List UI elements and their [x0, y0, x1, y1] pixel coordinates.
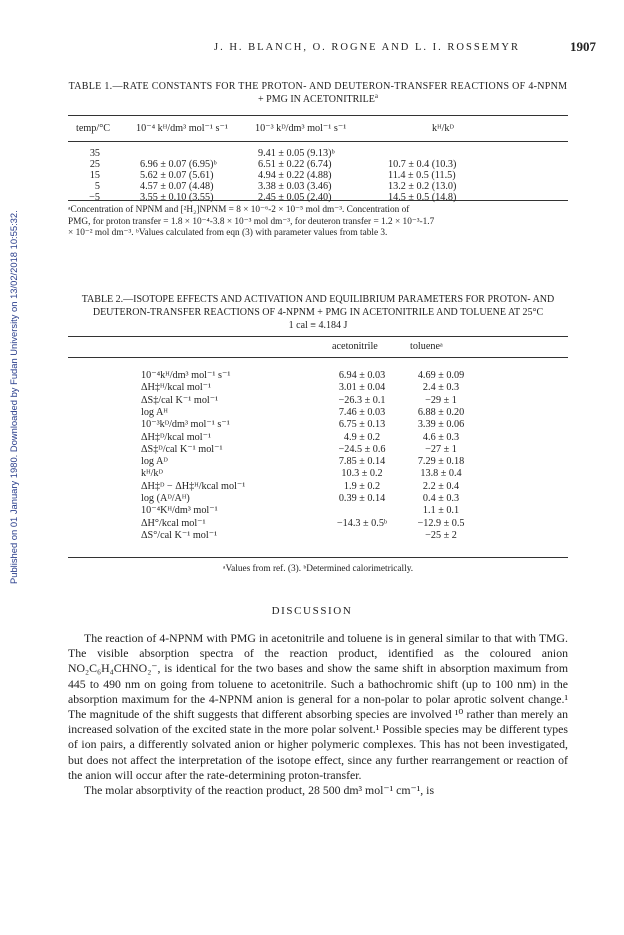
- table1-cell: 35: [89, 148, 100, 159]
- table1-caption-mark: a: [374, 92, 378, 100]
- table1-cell: 5.62 ± 0.07 (5.61): [140, 170, 214, 181]
- table2-cell-acetonitrile: 1.9 ± 0.2: [343, 480, 381, 492]
- page-number: 1907: [570, 39, 596, 54]
- table2-cell-acetonitrile: 6.94 ± 0.03: [338, 370, 386, 381]
- table1-header-3: kᴴ/kᴰ: [432, 123, 454, 134]
- table2-row-label: 10⁻³kᴰ/dm³ mol⁻¹ s⁻¹: [141, 419, 230, 431]
- discussion-body: [68, 631, 568, 798]
- table2-row-label: ΔH‡ᴰ − ΔH‡ᴴ/kcal mol⁻¹: [141, 480, 246, 492]
- table1-footnote-line3: × 10⁻² mol dm⁻³. ᵇValues calculated from eqn (3) with parameter values from table 3.: [68, 228, 388, 238]
- table2-cell-toluene: 4.69 ± 0.09: [417, 370, 465, 381]
- table1-cell: 3.38 ± 0.03 (3.46): [258, 181, 332, 192]
- table2-cell-acetonitrile: −24.5 ± 0.6: [338, 443, 386, 455]
- table2-row-label: ΔH‡ᴴ/kcal mol⁻¹: [141, 382, 212, 394]
- table1-caption-line1: TABLE 1.—RATE CONSTANTS FOR THE PROTON- AND DEUTERON-TRANSFER REACTIONS OF 4-NPNM: [68, 81, 568, 92]
- table2-row-label: ΔS‡/cal K⁻¹ mol⁻¹: [141, 394, 219, 406]
- table2-caption-line1: TABLE 2.—ISOTOPE EFFECTS AND ACTIVATION AND EQUILIBRIUM PARAMETERS FOR PROTON- AND: [81, 294, 555, 305]
- table1-cell: −5: [89, 192, 100, 203]
- header-authors: J. H. BLANCH, O. ROGNE AND L. I. ROSSEMYR: [214, 42, 521, 53]
- table1-cell: 6.96 ± 0.07 (6.95)ᵇ: [140, 159, 217, 170]
- table1-header-0: temp/°C: [76, 123, 111, 134]
- table1-footnote-line1: ᵃConcentration of NPNM and [²H₂]NPNM = 8 × 10⁻⁶-2 × 10⁻⁵ mol dm⁻³. Concentration of: [68, 205, 410, 215]
- table2-row-label: kᴴ/kᴰ: [141, 468, 163, 480]
- table1-cell: 11.4 ± 0.5 (11.5): [388, 170, 456, 181]
- table2-cell-toluene: 4.6 ± 0.3: [422, 431, 460, 443]
- table1-header-2: 10⁻³ kᴰ/dm³ mol⁻¹ s⁻¹: [255, 123, 347, 134]
- table2-cell-toluene: 3.39 ± 0.06: [417, 419, 465, 431]
- table2-cell-acetonitrile: 4.9 ± 0.2: [343, 431, 381, 443]
- table2-cell-acetonitrile: 7.46 ± 0.03: [338, 406, 386, 418]
- table2-row-label: log (Aᴰ/Aᴴ): [141, 493, 190, 504]
- table1-caption-line2: + PMG IN ACETONITRILE$^a$: [258, 92, 378, 105]
- table2-caption-line2: DEUTERON-TRANSFER REACTIONS OF 4-NPNM + PMG IN ACETONITRILE AND TOLUENE AT 25°C: [92, 307, 544, 318]
- table2-row-label: ΔH°/kcal mol⁻¹: [141, 517, 206, 529]
- table2-cell-toluene: 2.2 ± 0.4: [422, 480, 460, 492]
- table2-row-label: ΔS°/cal K⁻¹ mol⁻¹: [141, 529, 218, 541]
- table2-caption-line3: 1 cal ≡ 4.184 J: [288, 320, 348, 331]
- table1-cell: 10.7 ± 0.4 (10.3): [388, 159, 457, 170]
- table2-row-label: log Aᴰ: [141, 456, 168, 468]
- discussion-paragraph-1: The reaction of 4-NPNM with PMG in acetonitrile and toluene is in general similar to that with TMG. The visible absorption spectra of the reaction product, identified as the coloured anion NO₂C₆H₄CHNO₂⁻, is identical for the two bases and show the same shift in absorption maximum from 445 to 490 nm on going from toluene to acetonitrile. Such a bathochromic shift (up to 100 nm) in the absorption maximum for the 4-NPNM anion is general for a non-polar to polar aprotic solvent change.¹ The magnitude of the shift suggests that different absorbing species are involved ¹⁰ rather than merely an increased solvation of the excited state in the more polar solvent.¹ Possible species may be different types of ion pairs, a differently solvated anion or higher polymeric complexes. This has not been investigated, but does not affect the interpretation of the isotope effect, since any further rearrangement or reaction of the anion will occur after the rate-determining proton-transfer.: [68, 631, 568, 782]
- table2-cell-acetonitrile: −26.3 ± 0.1: [338, 394, 386, 406]
- table1-cell: 15: [89, 170, 100, 181]
- table1-cell: 4.57 ± 0.07 (4.48): [140, 181, 214, 192]
- table1-cell: 13.2 ± 0.2 (13.0): [388, 181, 457, 192]
- sidebar-text: Published on 01 January 1980. Downloaded by Fudan University on 13/02/2018 10:55:32.: [8, 210, 19, 584]
- discussion-paragraph-2: The molar absorptivity of the reaction product, 28 500 dm³ mol⁻¹ cm⁻¹, is: [84, 783, 435, 798]
- table1-cell: 4.94 ± 0.22 (4.88): [258, 170, 332, 181]
- table2-row-label: ΔS‡ᴰ/cal K⁻¹ mol⁻¹: [141, 443, 223, 455]
- table2-cell-toluene: 13.8 ± 0.4: [420, 468, 462, 480]
- table2-cell-toluene: 0.4 ± 0.3: [422, 493, 460, 504]
- table2-cell-acetonitrile: 0.39 ± 0.14: [338, 493, 386, 504]
- table2-header-toluene: tolueneᵃ: [410, 341, 443, 352]
- table2-cell-toluene: 7.29 ± 0.18: [417, 456, 465, 468]
- table2-footnote: ᵃValues from ref. (3). ᵇDetermined calorimetrically.: [222, 564, 414, 574]
- table2-row-label: 10⁻⁴Kᴴ/dm³ mol⁻¹: [141, 505, 218, 517]
- table2-cell-toluene: −12.9 ± 0.5: [417, 517, 465, 529]
- discussion-heading: DISCUSSION: [271, 605, 353, 617]
- table1-cell: 2.45 ± 0.05 (2.40): [258, 192, 332, 203]
- table2-row-label: 10⁻⁴kᴴ/dm³ mol⁻¹ s⁻¹: [141, 370, 231, 381]
- table2-cell-toluene: 1.1 ± 0.1: [422, 505, 460, 517]
- table1-cell: 9.41 ± 0.05 (9.13)ᵇ: [258, 148, 335, 159]
- table2-cell-acetonitrile: 6.75 ± 0.13: [338, 419, 386, 431]
- table2-header-acetonitrile: acetonitrile: [332, 341, 378, 352]
- table1-cell: 6.51 ± 0.22 (6.74): [258, 159, 332, 170]
- table2-cell-toluene: 2.4 ± 0.3: [422, 382, 460, 394]
- table2-cell-toluene: −25 ± 2: [425, 529, 457, 541]
- table2-cell-acetonitrile: 7.85 ± 0.14: [338, 456, 386, 468]
- table1-header-1: 10⁻⁴ kᴴ/dm³ mol⁻¹ s⁻¹: [136, 123, 228, 134]
- table2-cell-acetonitrile: −14.3 ± 0.5ᵇ: [336, 517, 388, 529]
- table1-cell: 14.5 ± 0.5 (14.8): [388, 192, 457, 203]
- table2-row-label: ΔH‡ᴰ/kcal mol⁻¹: [141, 431, 212, 443]
- table2-cell-toluene: −27 ± 1: [425, 443, 457, 455]
- table2-cell-toluene: 6.88 ± 0.20: [417, 406, 465, 418]
- table1-cell: 25: [89, 159, 100, 170]
- table2-row-label: log Aᴴ: [141, 406, 168, 418]
- table2-cell-acetonitrile: 3.01 ± 0.04: [338, 382, 386, 394]
- table2-cell-toluene: −29 ± 1: [425, 394, 457, 406]
- table1-cell: 3.55 ± 0.10 (3.55): [140, 192, 214, 203]
- table1-cell: 5: [94, 181, 100, 192]
- table2-cell-acetonitrile: 10.3 ± 0.2: [341, 468, 383, 480]
- table1-footnote-line2: PMG, for proton transfer = 1.8 × 10⁻⁴-3.8 × 10⁻³ mol dm⁻³, for deuteron transfer = 1.2 × 10⁻³-1.7: [68, 216, 435, 227]
